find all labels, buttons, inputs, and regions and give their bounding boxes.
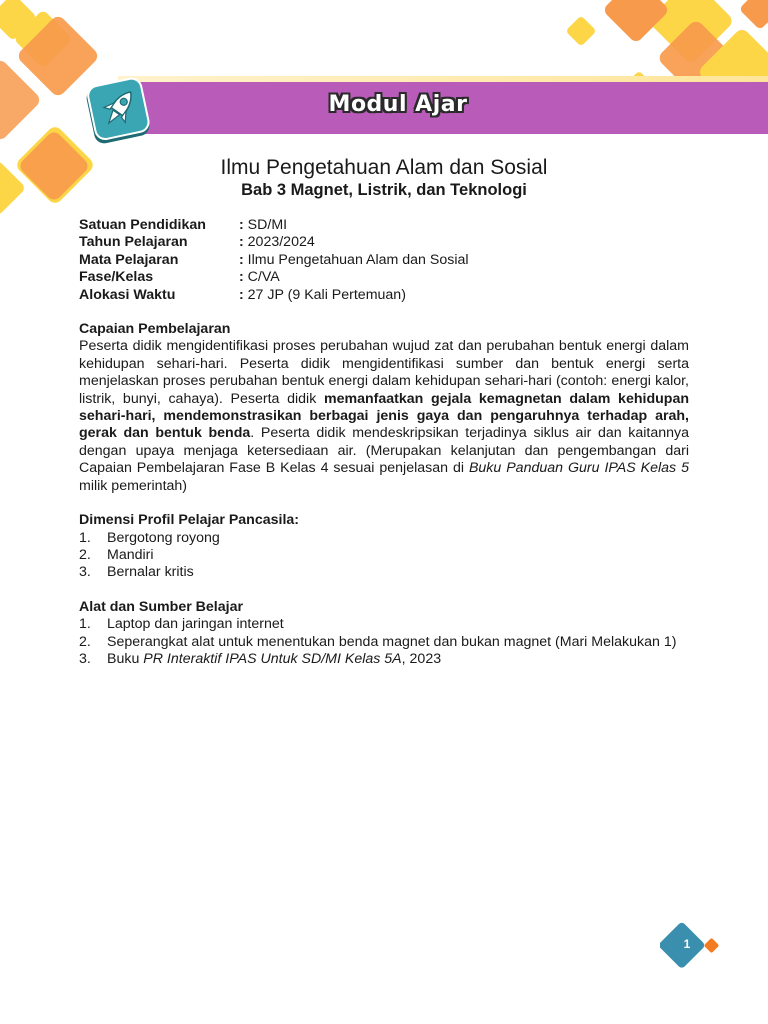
meta-separator: : [239,217,248,233]
rocket-logo-icon [80,76,156,148]
meta-row [79,287,689,304]
meta-value-text: 2023/2024 [247,234,315,251]
list-item [79,530,689,547]
meta-value-text: Ilmu Pengetahuan Alam dan Sosial [247,251,469,268]
document-title: Ilmu Pengetahuan Alam dan Sosial [220,156,548,179]
list-text: Seperangkat alat untuk menentukan benda magnet dan bukan magnet (Mari Melakukan 1) [107,633,677,650]
document-subtitle: Bab 3 Magnet, Listrik, dan Teknologi [241,181,527,199]
meta-separator: : [239,269,248,286]
meta-row [79,234,689,251]
list-number: 1. [79,529,91,546]
meta-value [239,234,315,251]
list-number: 3. [79,564,91,581]
dimensi-list [79,530,689,582]
capaian-text-2: . Peserta didik mendeskripsikan terjadinya siklus air dan kaitannya dengan upaya menjaga ketersediaan air. (Merupakan kelanjutan dan pengembangan dari Capaian Pembelajaran Fase B Kelas 4 sesuai penjelasan di [79,425,689,477]
document-body [79,217,689,668]
list-text: Mandiri [107,546,154,563]
meta-row [79,252,689,269]
list-text-suffix: , 2023 [401,650,442,667]
list-number: 2. [79,633,91,650]
meta-value [239,217,287,234]
list-text-italic: PR Interaktif IPAS Untuk SD/MI Kelas 5A [143,650,402,667]
meta-value-text: C/VA [247,269,280,286]
alat-list [79,616,689,668]
meta-value-text: 27 JP (9 Kali Pertemuan) [247,286,406,303]
capaian-text-3: milik pemerintah) [79,477,188,494]
list-text: Bergotong royong [107,529,220,546]
capaian-paragraph [79,338,689,495]
meta-label: Mata Pelajaran [79,251,179,268]
list-text-prefix: Buku [107,650,144,667]
list-text: Laptop dan jaringan internet [107,616,284,633]
list-number: 3. [79,650,91,667]
banner-title: Modul Ajar [328,92,468,117]
meta-label: Alokasi Waktu [79,286,176,303]
capaian-heading: Capaian Pembelajaran [79,321,231,338]
meta-label: Satuan Pendidikan [79,217,206,233]
meta-value [239,252,469,269]
list-text [107,651,441,668]
capaian-text-1: Peserta didik mengidentifikasi proses perubahan wujud zat dan perubahan bentuk energi dalam kehidupan sehari-hari. Peserta didik mengidentifikasi sumber dan bentuk energi serta menjelaskan proses perubahan bentuk energi dalam kehidupan sehari-hari (contoh: energi kalor, listrik, bunyi, cahaya). Peserta didik [79,338,689,407]
meta-table [79,217,689,304]
capaian-text-bold: memanfaatkan gejala kemagnetan dalam kehidupan sehari-hari, mendemonstrasikan berbagai jenis gaya dan pengaruhnya terhadap arah, gerak dan bentuk benda [79,390,689,442]
list-item [79,634,689,651]
list-item [79,547,689,564]
meta-row [79,217,689,234]
list-number: 2. [79,546,91,563]
list-item [79,651,689,668]
meta-separator: : [239,251,248,268]
meta-label: Tahun Pelajaran [79,234,188,251]
page-number: 1 [683,937,691,951]
list-item [79,564,689,581]
meta-value-text: SD/MI [247,217,288,233]
meta-value [239,287,406,304]
dimensi-heading: Dimensi Profil Pelajar Pancasila: [79,512,300,529]
meta-row [79,269,689,286]
list-number: 1. [79,616,91,633]
capaian-text-italic: Buku Panduan Guru IPAS Kelas 5 [468,460,689,477]
list-text: Bernalar kritis [107,564,194,581]
alat-heading: Alat dan Sumber Belajar [79,598,243,615]
meta-label: Fase/Kelas [79,269,154,286]
meta-separator: : [239,234,248,251]
meta-value [239,269,280,286]
meta-separator: : [239,286,248,303]
list-item [79,616,689,633]
